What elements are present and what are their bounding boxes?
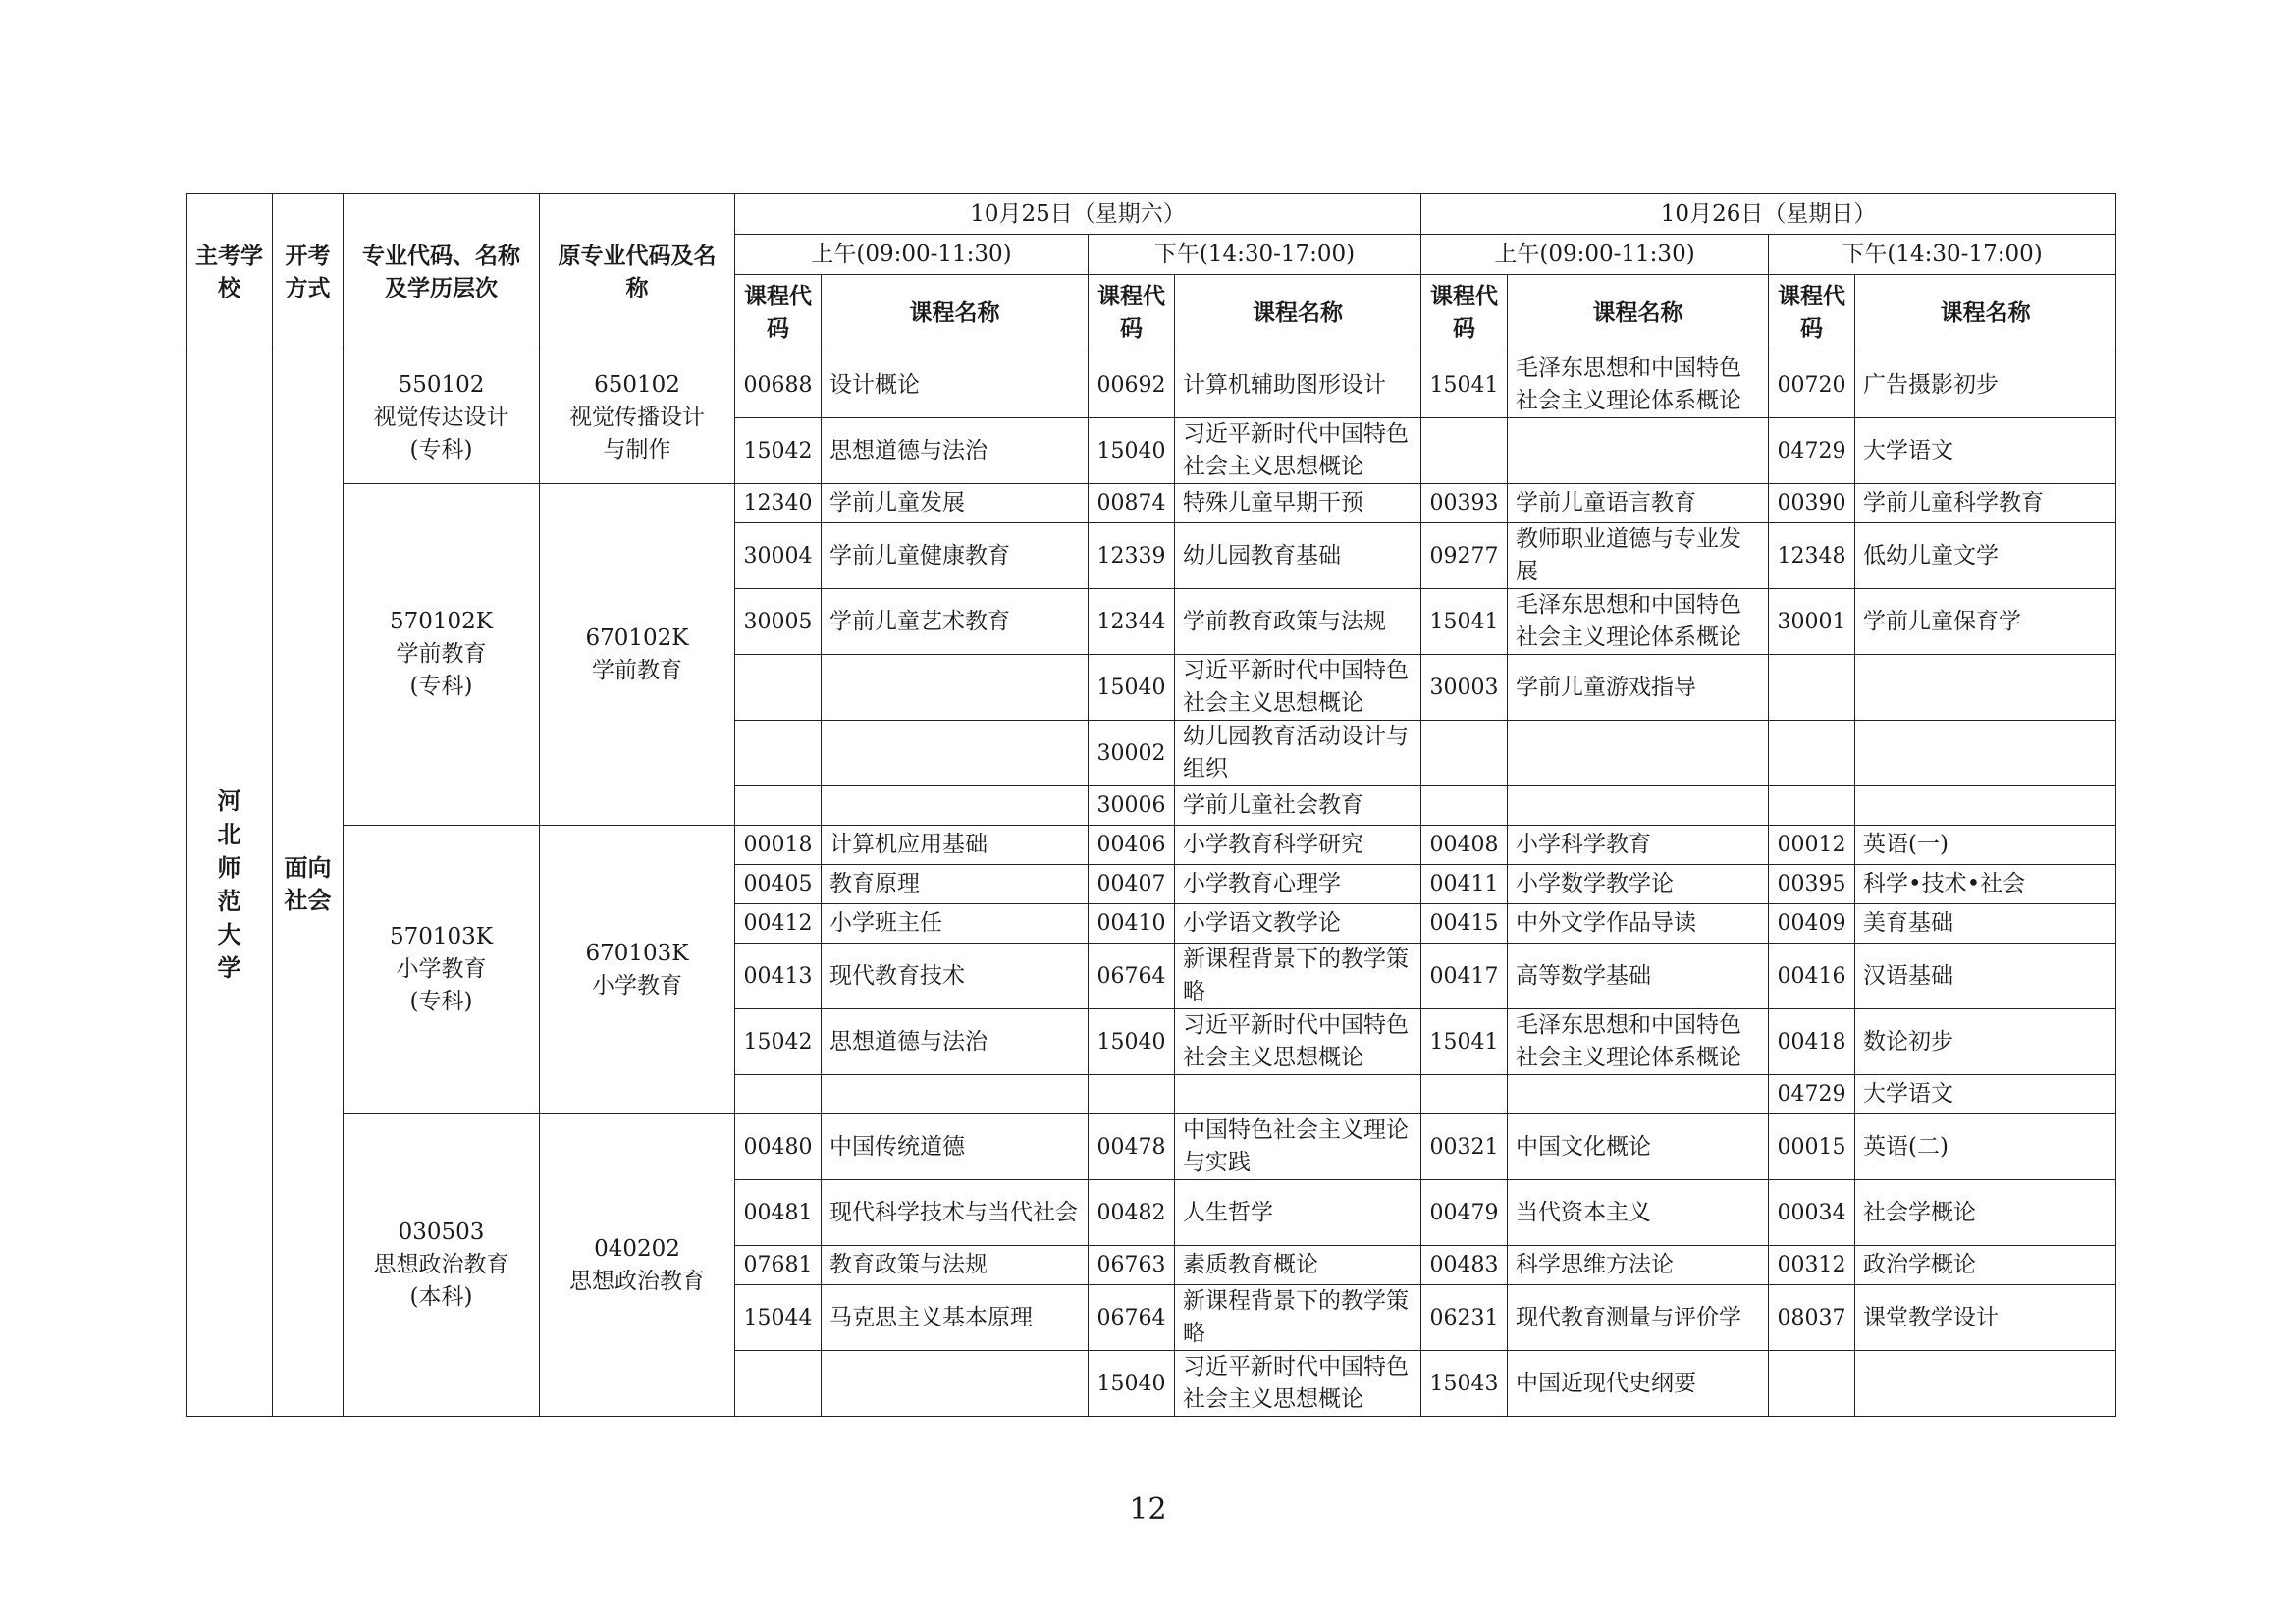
course-code-cell: 15044: [735, 1285, 822, 1351]
course-name-cell: 政治学概论: [1855, 1246, 2116, 1285]
exam-mode-cell: 面向社会: [273, 352, 344, 1417]
course-name-cell: 教育原理: [822, 865, 1089, 904]
original-major-line: 视觉传播设计: [569, 405, 705, 430]
course-code-cell: 00411: [1421, 865, 1508, 904]
course-name-cell: 科学思维方法论: [1508, 1246, 1769, 1285]
major-line: (本科): [409, 1284, 473, 1310]
course-code-cell: 00395: [1769, 865, 1855, 904]
major-line: 学前教育: [396, 641, 487, 667]
header-orig: [540, 194, 735, 352]
course-code-cell: 00321: [1421, 1114, 1508, 1180]
course-name-cell: 毛泽东思想和中国特色社会主义理论体系概论: [1508, 1009, 1769, 1075]
course-code-cell: 00483: [1421, 1246, 1508, 1285]
table-body: [187, 352, 2116, 1417]
original-major-cell: [540, 826, 735, 1114]
course-name-cell: 小学教育心理学: [1175, 865, 1421, 904]
course-name-cell: 现代科学技术与当代社会: [822, 1180, 1089, 1246]
original-major-line: 650102: [594, 372, 680, 398]
course-name-cell: 当代资本主义: [1508, 1180, 1769, 1246]
course-name-cell: [1508, 1075, 1769, 1114]
course-code-cell: 12344: [1089, 589, 1175, 655]
course-name-cell: 幼儿园教育基础: [1175, 523, 1421, 589]
table-row: [187, 826, 2116, 865]
course-code-cell: 00479: [1421, 1180, 1508, 1246]
course-name-cell: 美育基础: [1855, 904, 2116, 944]
course-name-cell: [822, 655, 1089, 721]
course-name-cell: 学前儿童艺术教育: [822, 589, 1089, 655]
course-name-cell: [1508, 721, 1769, 786]
course-code-cell: 00412: [735, 904, 822, 944]
course-name-cell: 特殊儿童早期干预: [1175, 484, 1421, 523]
course-name-cell: 现代教育技术: [822, 944, 1089, 1009]
table-row: [187, 1114, 2116, 1180]
original-major-line: 小学教育: [592, 972, 682, 999]
school-char: 学: [217, 953, 241, 982]
course-name-cell: 教师职业道德与专业发展: [1508, 523, 1769, 589]
course-code-cell: 00405: [735, 865, 822, 904]
original-major-cell: [540, 484, 735, 826]
course-name-cell: 广告摄影初步: [1855, 352, 2116, 418]
course-name-cell: 科学•技术•社会: [1855, 865, 2116, 904]
course-code-cell: 30002: [1089, 721, 1175, 786]
course-name-cell: 中外文学作品导读: [1508, 904, 1769, 944]
course-code-cell: 00406: [1089, 826, 1175, 865]
header-day2-morning: 上午(09:00-11:30): [1421, 235, 1769, 275]
course-code-cell: 30001: [1769, 589, 1855, 655]
course-code-cell: 00415: [1421, 904, 1508, 944]
course-name-cell: 学前儿童健康教育: [822, 523, 1089, 589]
course-code-cell: 00410: [1089, 904, 1175, 944]
course-name-cell: 幼儿园教育活动设计与组织: [1175, 721, 1421, 786]
original-major-line: 学前教育: [592, 657, 682, 683]
major-line: (专科): [409, 674, 473, 699]
school-char: 范: [217, 887, 241, 915]
header-major: [344, 194, 540, 352]
course-code-cell: 00407: [1089, 865, 1175, 904]
major-line: 570102K: [390, 609, 493, 634]
major-cell: [344, 1114, 540, 1417]
course-name-cell: 中国文化概论: [1508, 1114, 1769, 1180]
school-cell: [187, 352, 273, 1417]
header-mode: [273, 194, 344, 352]
course-name-cell: 习近平新时代中国特色社会主义思想概论: [1175, 1009, 1421, 1075]
course-name-cell: 课堂教学设计: [1855, 1285, 2116, 1351]
course-name-cell: 习近平新时代中国特色社会主义思想概论: [1175, 655, 1421, 721]
course-name-cell: [1508, 418, 1769, 484]
table-row: [187, 352, 2116, 418]
school-char: 师: [217, 853, 241, 882]
header-day1: 10月25日（星期六）: [735, 194, 1421, 235]
course-name-cell: 毛泽东思想和中国特色社会主义理论体系概论: [1508, 589, 1769, 655]
course-name-cell: [822, 786, 1089, 826]
course-code-cell: 30005: [735, 589, 822, 655]
header-mode-label: 开考方式: [285, 244, 331, 301]
course-code-cell: [735, 655, 822, 721]
course-code-cell: [1769, 721, 1855, 786]
course-name-cell: 新课程背景下的教学策略: [1175, 944, 1421, 1009]
course-name-cell: 学前儿童语言教育: [1508, 484, 1769, 523]
course-code-cell: [1421, 721, 1508, 786]
header-school-label: 主考学校: [195, 244, 263, 301]
course-name-cell: 小学科学教育: [1508, 826, 1769, 865]
course-name-cell: 学前儿童发展: [822, 484, 1089, 523]
table-header: [187, 194, 2116, 352]
major-line: 视觉传达设计: [373, 405, 509, 430]
course-name-cell: 小学班主任: [822, 904, 1089, 944]
course-name-cell: 毛泽东思想和中国特色社会主义理论体系概论: [1508, 352, 1769, 418]
course-code-cell: 00418: [1769, 1009, 1855, 1075]
exam-schedule-table: [186, 193, 2116, 1417]
course-code-cell: [1421, 418, 1508, 484]
course-code-cell: 30006: [1089, 786, 1175, 826]
course-name-cell: [1508, 786, 1769, 826]
course-code-cell: 00481: [735, 1180, 822, 1246]
course-name-cell: 学前儿童游戏指导: [1508, 655, 1769, 721]
course-code-cell: 15040: [1089, 1009, 1175, 1075]
course-name-cell: 小学教育科学研究: [1175, 826, 1421, 865]
course-code-cell: 00482: [1089, 1180, 1175, 1246]
course-code-cell: 00478: [1089, 1114, 1175, 1180]
course-name-cell: [1175, 1075, 1421, 1114]
course-code-cell: 06763: [1089, 1246, 1175, 1285]
header-name: 课程名称: [1508, 275, 1769, 352]
course-code-cell: 00874: [1089, 484, 1175, 523]
major-line: (专科): [409, 437, 473, 462]
major-line: 030503: [398, 1219, 485, 1245]
course-code-cell: 00409: [1769, 904, 1855, 944]
course-code-cell: 00480: [735, 1114, 822, 1180]
course-code-cell: [1769, 655, 1855, 721]
course-name-cell: 习近平新时代中国特色社会主义思想概论: [1175, 1351, 1421, 1417]
school-char: 北: [217, 820, 241, 848]
course-name-cell: [1855, 655, 2116, 721]
table-row: [187, 484, 2116, 523]
major-line: (专科): [409, 989, 473, 1014]
course-name-cell: 学前教育政策与法规: [1175, 589, 1421, 655]
course-name-cell: 现代教育测量与评价学: [1508, 1285, 1769, 1351]
course-name-cell: 社会学概论: [1855, 1180, 2116, 1246]
course-name-cell: 小学数学教学论: [1508, 865, 1769, 904]
course-name-cell: 英语(一): [1855, 826, 2116, 865]
course-code-cell: 00413: [735, 944, 822, 1009]
original-major-line: 670102K: [585, 624, 689, 651]
header-day1-afternoon: 下午(14:30-17:00): [1089, 235, 1421, 275]
course-name-cell: 马克思主义基本原理: [822, 1285, 1089, 1351]
course-code-cell: 12339: [1089, 523, 1175, 589]
course-name-cell: 学前儿童科学教育: [1855, 484, 2116, 523]
course-name-cell: 人生哲学: [1175, 1180, 1421, 1246]
page-number: 12: [1129, 1492, 1167, 1527]
course-name-cell: 学前儿童保育学: [1855, 589, 2116, 655]
course-code-cell: 00018: [735, 826, 822, 865]
course-code-cell: [1421, 786, 1508, 826]
school-char: 河: [217, 786, 241, 815]
original-major-line: 与制作: [603, 437, 671, 462]
course-code-cell: 06764: [1089, 1285, 1175, 1351]
header-name: 课程名称: [1175, 275, 1421, 352]
school-char: 大: [217, 920, 241, 948]
major-line: 思想政治教育: [373, 1252, 509, 1277]
course-code-cell: [735, 786, 822, 826]
major-line: 550102: [398, 372, 485, 398]
course-code-cell: 30004: [735, 523, 822, 589]
course-code-cell: 00416: [1769, 944, 1855, 1009]
original-major-line: 思想政治教育: [569, 1268, 705, 1294]
course-code-cell: 00688: [735, 352, 822, 418]
course-code-cell: 15040: [1089, 418, 1175, 484]
header-name: 课程名称: [1855, 275, 2116, 352]
major-cell: [344, 826, 540, 1114]
course-code-cell: 00034: [1769, 1180, 1855, 1246]
course-code-cell: 15042: [735, 1009, 822, 1075]
header-day2-afternoon: 下午(14:30-17:00): [1769, 235, 2116, 275]
course-name-cell: [1855, 1351, 2116, 1417]
course-code-cell: 00012: [1769, 826, 1855, 865]
major-cell: [344, 484, 540, 826]
course-name-cell: 中国特色社会主义理论与实践: [1175, 1114, 1421, 1180]
course-code-cell: 08037: [1769, 1285, 1855, 1351]
course-code-cell: [735, 1075, 822, 1114]
course-code-cell: [1769, 786, 1855, 826]
course-name-cell: 高等数学基础: [1508, 944, 1769, 1009]
course-name-cell: 思想道德与法治: [822, 1009, 1089, 1075]
course-code-cell: 00015: [1769, 1114, 1855, 1180]
course-code-cell: 09277: [1421, 523, 1508, 589]
course-code-cell: 00312: [1769, 1246, 1855, 1285]
course-code-cell: 15043: [1421, 1351, 1508, 1417]
header-school: [187, 194, 273, 352]
original-major-line: 670103K: [585, 940, 689, 966]
original-major-cell: [540, 352, 735, 484]
course-name-cell: 素质教育概论: [1175, 1246, 1421, 1285]
course-name-cell: 大学语文: [1855, 418, 2116, 484]
course-code-cell: [735, 721, 822, 786]
course-name-cell: 汉语基础: [1855, 944, 2116, 1009]
course-name-cell: 数论初步: [1855, 1009, 2116, 1075]
course-code-cell: [1769, 1351, 1855, 1417]
course-name-cell: 思想道德与法治: [822, 418, 1089, 484]
course-name-cell: 新课程背景下的教学策略: [1175, 1285, 1421, 1351]
course-code-cell: 12340: [735, 484, 822, 523]
course-code-cell: 30003: [1421, 655, 1508, 721]
course-name-cell: [822, 1351, 1089, 1417]
course-name-cell: 小学语文教学论: [1175, 904, 1421, 944]
course-code-cell: 15042: [735, 418, 822, 484]
course-name-cell: [822, 1075, 1089, 1114]
header-code: 课程代码: [735, 275, 822, 352]
course-code-cell: 00408: [1421, 826, 1508, 865]
course-code-cell: [1421, 1075, 1508, 1114]
course-code-cell: 15041: [1421, 1009, 1508, 1075]
course-name-cell: 习近平新时代中国特色社会主义思想概论: [1175, 418, 1421, 484]
major-cell: [344, 352, 540, 484]
header-day2: 10月26日（星期日）: [1421, 194, 2116, 235]
course-name-cell: 计算机应用基础: [822, 826, 1089, 865]
header-name: 课程名称: [822, 275, 1089, 352]
course-code-cell: 15041: [1421, 589, 1508, 655]
course-name-cell: 学前儿童社会教育: [1175, 786, 1421, 826]
course-code-cell: 00393: [1421, 484, 1508, 523]
header-day1-morning: 上午(09:00-11:30): [735, 235, 1089, 275]
course-code-cell: 04729: [1769, 1075, 1855, 1114]
course-name-cell: [822, 721, 1089, 786]
course-code-cell: 00720: [1769, 352, 1855, 418]
course-code-cell: 06231: [1421, 1285, 1508, 1351]
course-code-cell: 06764: [1089, 944, 1175, 1009]
course-code-cell: 15040: [1089, 1351, 1175, 1417]
course-name-cell: 中国近现代史纲要: [1508, 1351, 1769, 1417]
course-name-cell: [1855, 721, 2116, 786]
course-name-cell: 教育政策与法规: [822, 1246, 1089, 1285]
course-code-cell: 00390: [1769, 484, 1855, 523]
header-code: 课程代码: [1421, 275, 1508, 352]
course-code-cell: 00692: [1089, 352, 1175, 418]
original-major-line: 040202: [594, 1235, 680, 1262]
course-code-cell: 15040: [1089, 655, 1175, 721]
course-name-cell: 低幼儿童文学: [1855, 523, 2116, 589]
header-code: 课程代码: [1769, 275, 1855, 352]
course-name-cell: [1855, 786, 2116, 826]
header-orig-label: 原专业代码及名称: [558, 244, 717, 301]
course-name-cell: 英语(二): [1855, 1114, 2116, 1180]
header-code: 课程代码: [1089, 275, 1175, 352]
course-code-cell: 15041: [1421, 352, 1508, 418]
course-code-cell: 04729: [1769, 418, 1855, 484]
course-code-cell: 12348: [1769, 523, 1855, 589]
header-major-label: 专业代码、名称及学历层次: [362, 244, 520, 301]
course-code-cell: [1089, 1075, 1175, 1114]
course-code-cell: 00417: [1421, 944, 1508, 1009]
course-name-cell: 中国传统道德: [822, 1114, 1089, 1180]
course-name-cell: 大学语文: [1855, 1075, 2116, 1114]
course-code-cell: [735, 1351, 822, 1417]
course-name-cell: 计算机辅助图形设计: [1175, 352, 1421, 418]
course-name-cell: 设计概论: [822, 352, 1089, 418]
course-code-cell: 07681: [735, 1246, 822, 1285]
major-line: 小学教育: [396, 956, 487, 982]
original-major-cell: [540, 1114, 735, 1417]
major-line: 570103K: [390, 924, 493, 949]
